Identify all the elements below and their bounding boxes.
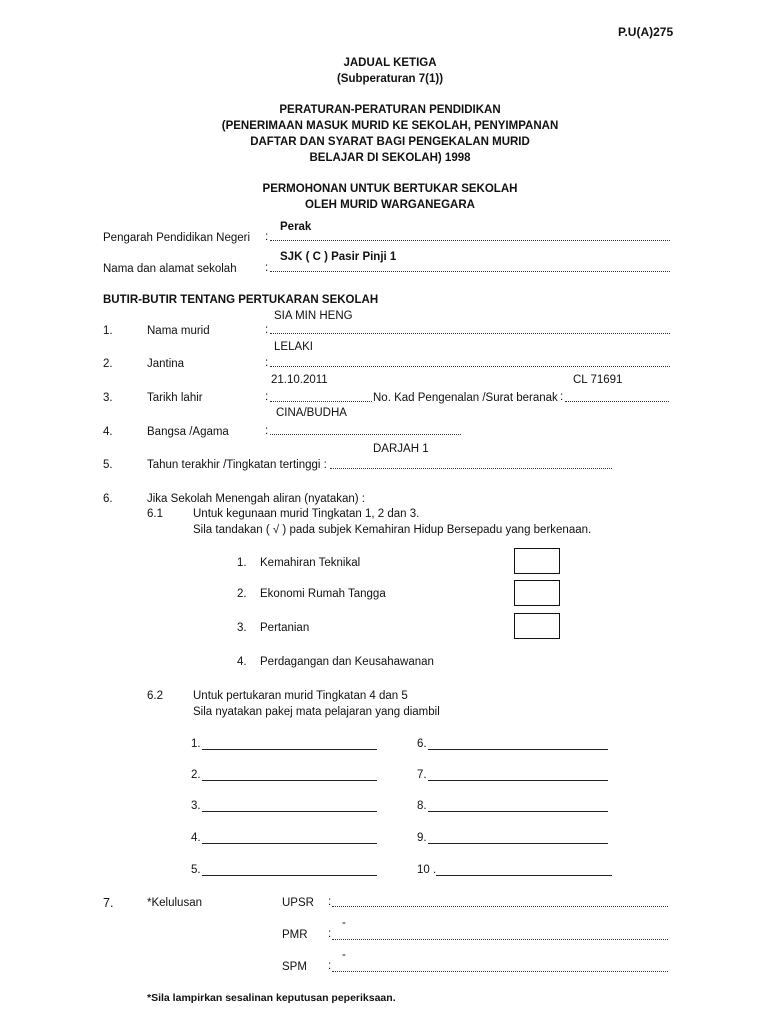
subsection-6-2-line2: Sila nyatakan pakej mata pelajaran yang diambil (193, 706, 440, 718)
ic-colon: : (560, 391, 564, 403)
subject-1-number: 1. (191, 738, 201, 750)
option-3-checkbox[interactable] (514, 613, 560, 639)
pengarah-field-line (270, 240, 670, 241)
subject-5-field[interactable] (202, 875, 377, 876)
field-4-number: 4. (103, 426, 113, 438)
question-6-number: 6. (103, 493, 113, 505)
exam-spm-colon: : (328, 960, 332, 972)
subsection-6-1-line1: Untuk kegunaan murid Tingkatan 1, 2 dan 3. (193, 508, 420, 520)
field-3-number: 3. (103, 392, 113, 404)
subject-8-number: 8. (417, 800, 427, 812)
field-5-number: 5. (103, 459, 113, 471)
sekolah-colon: : (265, 262, 269, 274)
question-6-text: Jika Sekolah Menengah aliran (nyatakan) : (147, 493, 365, 505)
exam-pmr-value[interactable]: - (342, 917, 346, 929)
nama-murid-line (270, 333, 670, 334)
subject-6-field[interactable] (428, 749, 608, 750)
subject-9-field[interactable] (428, 843, 608, 844)
document-reference: P.U(A)275 (618, 25, 674, 39)
subject-3-number: 3. (191, 800, 201, 812)
ic-line (565, 401, 669, 402)
schedule-subtitle: (Subperaturan 7(1)) (336, 73, 444, 85)
option-2-label: Ekonomi Rumah Tangga (260, 588, 386, 600)
jantina-colon: : (265, 357, 269, 369)
exam-upsr-colon: : (328, 896, 332, 908)
subject-10-field[interactable] (436, 875, 612, 876)
pengarah-colon: : (265, 231, 269, 243)
subject-9-number: 9. (417, 832, 427, 844)
ic-value[interactable]: CL 71691 (573, 374, 623, 386)
question-7-number: 7. (103, 896, 114, 910)
subject-7-field[interactable] (428, 780, 608, 781)
subject-2-number: 2. (191, 769, 201, 781)
subject-4-field[interactable] (202, 843, 377, 844)
subject-2-field[interactable] (202, 780, 377, 781)
form-subtitle: OLEH MURID WARGANEGARA (305, 199, 475, 211)
option-3-label: Pertanian (260, 622, 310, 634)
jantina-line (270, 366, 670, 367)
subject-5-number: 5. (191, 864, 201, 876)
tarikh-lahir-value[interactable]: 21.10.2011 (271, 374, 328, 386)
bangsa-agama-label: Bangsa /Agama (147, 426, 229, 438)
subject-8-field[interactable] (428, 811, 608, 812)
subject-7-number: 7. (417, 769, 427, 781)
subject-1-field[interactable] (202, 749, 377, 750)
exam-pmr-colon: : (328, 928, 332, 940)
sekolah-field-line (270, 271, 670, 272)
exam-spm-label: SPM (282, 961, 307, 973)
option-2-number: 2. (237, 588, 247, 600)
bangsa-agama-value[interactable]: CINA/BUDHA (276, 407, 347, 419)
tingkatan-value[interactable]: DARJAH 1 (373, 443, 429, 455)
footnote: *Sila lampirkan sesalinan keputusan peperiksaan. (147, 992, 396, 1004)
subsection-6-2-line1: Untuk pertukaran murid Tingkatan 4 dan 5 (193, 690, 408, 702)
subsection-6-1-line2: Sila tandakan ( √ ) pada subjek Kemahiran Hidup Bersepadu yang berkenaan. (193, 524, 592, 536)
field-1-number: 1. (103, 325, 113, 337)
regulation-title: PERATURAN-PERATURAN PENDIDIKAN (279, 104, 501, 116)
jantina-value[interactable]: LELAKI (274, 341, 313, 353)
subsection-6-2-number: 6.2 (147, 690, 163, 702)
exam-pmr-line[interactable] (332, 939, 668, 940)
pengarah-value[interactable]: Perak (280, 221, 312, 233)
option-2-checkbox[interactable] (514, 580, 560, 606)
form-title: PERMOHONAN UNTUK BERTUKAR SEKOLAH (262, 183, 518, 195)
sekolah-value[interactable]: SJK ( C ) Pasir Pinji 1 (280, 251, 397, 263)
subject-10-number: 10 . (417, 864, 437, 876)
bangsa-agama-line (270, 434, 461, 435)
exam-upsr-line[interactable] (332, 906, 668, 907)
pengarah-label: Pengarah Pendidikan Negeri (103, 232, 251, 244)
subject-4-number: 4. (191, 832, 201, 844)
field-2-number: 2. (103, 358, 113, 370)
jantina-label: Jantina (147, 358, 185, 370)
bangsa-agama-colon: : (265, 425, 269, 437)
regulation-subtitle-2: DAFTAR DAN SYARAT BAGI PENGEKALAN MURID (250, 136, 530, 148)
option-3-number: 3. (237, 622, 247, 634)
sekolah-label: Nama dan alamat sekolah (103, 263, 237, 275)
subject-3-field[interactable] (202, 811, 377, 812)
tarikh-lahir-label: Tarikh lahir (147, 392, 203, 404)
nama-murid-value[interactable]: SIA MIN HENG (274, 310, 353, 322)
option-4-number: 4. (237, 656, 247, 668)
regulation-subtitle-1: (PENERIMAAN MASUK MURID KE SEKOLAH, PENYIMPANAN (221, 120, 559, 132)
nama-murid-label: Nama murid (147, 325, 210, 337)
ic-label: No. Kad Pengenalan /Surat beranak (373, 392, 558, 404)
schedule-title: JADUAL KETIGA (343, 57, 437, 69)
kelulusan-label: *Kelulusan (147, 897, 202, 909)
section-title: BUTIR-BUTIR TENTANG PERTUKARAN SEKOLAH (103, 294, 379, 306)
option-4-label: Perdagangan dan Keusahawanan (260, 656, 434, 668)
subject-6-number: 6. (417, 738, 427, 750)
tingkatan-label: Tahun terakhir /Tingkatan tertinggi : (147, 459, 327, 471)
tarikh-lahir-line (270, 401, 372, 402)
option-1-number: 1. (237, 557, 247, 569)
exam-upsr-label: UPSR (282, 897, 314, 909)
nama-murid-colon: : (265, 324, 269, 336)
option-1-label: Kemahiran Teknikal (260, 557, 361, 569)
option-1-checkbox[interactable] (514, 548, 560, 574)
exam-pmr-label: PMR (282, 929, 308, 941)
tingkatan-line (330, 468, 612, 469)
exam-spm-value[interactable]: - (342, 949, 346, 961)
tarikh-lahir-colon: : (265, 391, 269, 403)
subsection-6-1-number: 6.1 (147, 508, 163, 520)
regulation-subtitle-3: BELAJAR DI SEKOLAH) 1998 (309, 152, 471, 164)
exam-spm-line[interactable] (332, 971, 668, 972)
